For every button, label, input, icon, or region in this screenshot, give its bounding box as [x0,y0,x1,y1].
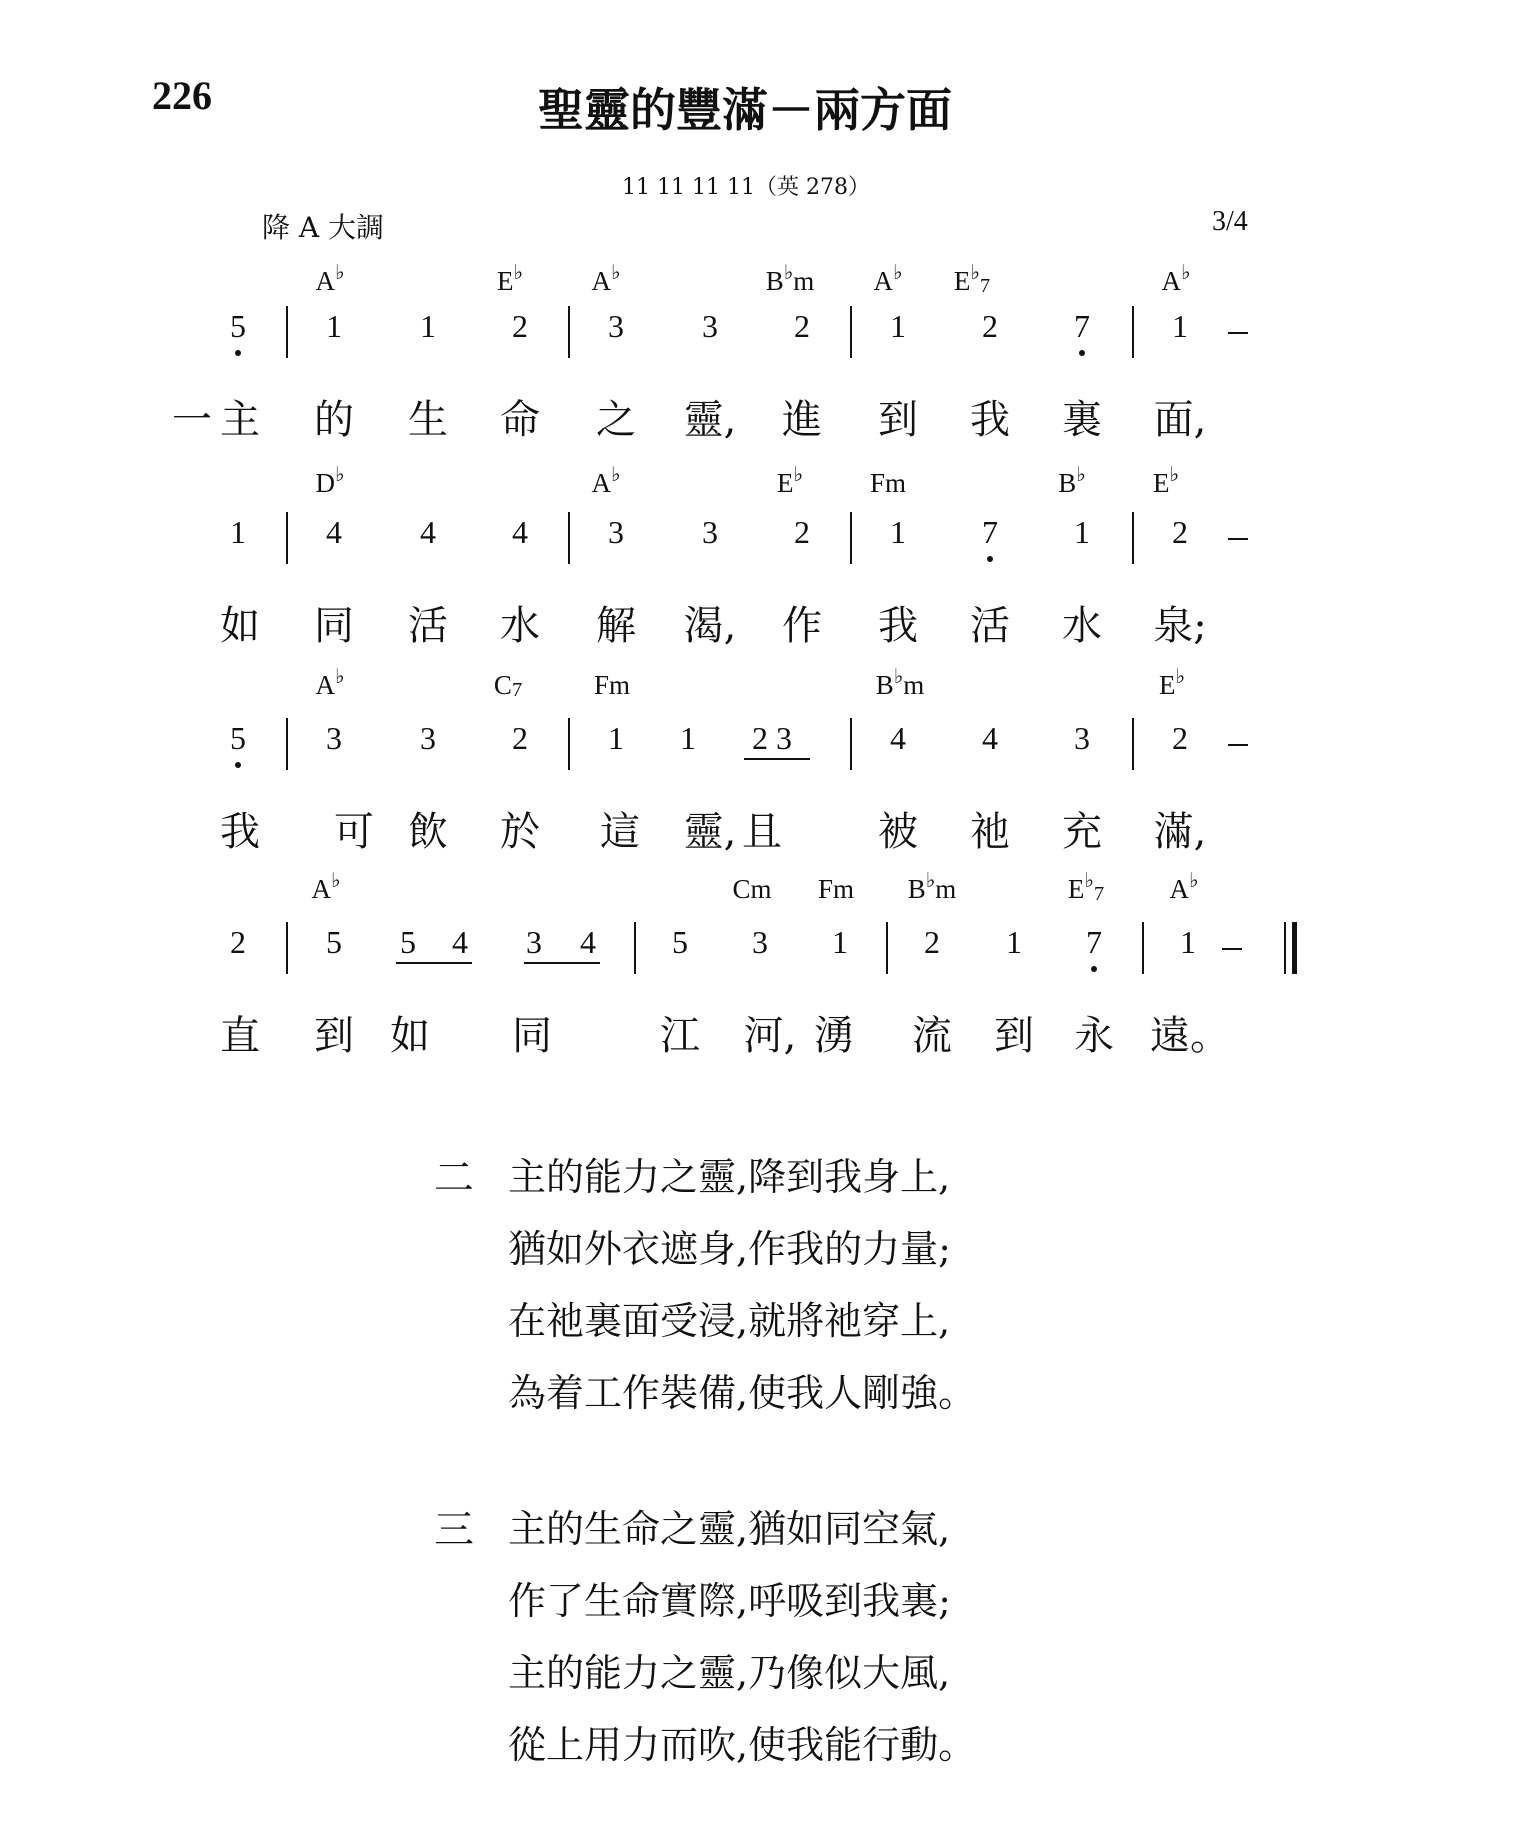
note: 3 [420,720,436,756]
note: 2 [794,514,810,550]
note: 3 [702,308,718,344]
note: 1 [230,514,246,550]
bar-line [286,718,288,770]
note: 4 [452,924,468,960]
note: 3 [776,720,792,756]
time-signature: 3/4 [1212,206,1248,237]
note: 4 [420,514,436,550]
lyric-char: 流 [912,1013,952,1059]
note: 5 [230,308,246,345]
hymn-number: 226 [152,73,212,118]
chord-symbol: Fm [817,874,855,904]
chord-symbol: E♭ [776,463,804,498]
note: 3 [608,514,624,550]
lyric-char: 同 [314,603,354,649]
chord-symbol: Fm [869,468,907,498]
lyric-char: 河, [743,1013,797,1059]
lyric-char: 我 [878,603,918,649]
eighth-beam [744,758,810,760]
note: 3 [752,924,768,960]
hold-dash [1228,332,1248,334]
chord-symbol: B♭ [1058,463,1086,498]
lyric-char: 於 [500,809,540,855]
note: 3 [326,720,342,756]
lyric-char: 我 [970,397,1010,443]
note: 1 [326,308,342,344]
meter: 11 11 11 11（英 278） [622,175,870,200]
chord-symbol: A♭ [311,869,341,904]
low-octave-dot [1079,350,1085,356]
note: 4 [982,720,998,756]
note: 2 [1172,514,1188,550]
lyric-char: 湧 [814,1013,854,1059]
chord-symbol: B♭m [907,869,957,904]
bar-line [850,306,852,358]
low-octave-dot [987,556,993,562]
bar-line [568,512,570,564]
verse2-line-4: 為着工作裝備,使我人剛強。 [508,1371,977,1415]
note: 1 [832,924,848,960]
bar-line [568,718,570,770]
note: 2 [982,308,998,344]
note: 2 [512,308,528,344]
note: 2 [512,720,528,756]
lyric-char: 直 [220,1013,260,1059]
chord-symbol: E♭ [1152,463,1180,498]
lyric-char: 被 [878,809,918,855]
chord-symbol: A♭ [1169,869,1199,904]
chord-symbol: $E^♭_7$ [953,261,991,298]
lyric-char: 進 [782,397,822,443]
note: 3 [1074,720,1090,756]
lyric-char: 的 [314,397,354,443]
lyric-char: 面, [1153,397,1207,443]
chord-symbol: A♭ [591,463,621,498]
low-octave-dot [1091,966,1097,972]
lyric-char: 且 [742,809,782,855]
note: 5 [230,720,246,757]
lyric-char: 泉; [1153,603,1207,649]
bar-line [1132,718,1134,770]
lyric-char: 主 [220,397,260,443]
lyric-char: 活 [408,603,448,649]
key-signature: 降 A 大調 [262,211,385,244]
chord-symbol: A♭ [315,261,345,296]
bar-line [634,922,636,974]
note: 2 [1172,720,1188,756]
lyric-char: 到 [878,397,918,443]
note: 2 [924,924,940,960]
verse3-label: 三 [434,1507,474,1553]
note: 2 [794,308,810,344]
bar-line [886,922,888,974]
hymn-title: 聖靈的豐滿－兩方面 [538,83,952,137]
chord-symbol: B♭m [875,665,925,700]
note: 4 [890,720,906,756]
lyric-char: 渴, [683,603,737,649]
bar-line [1142,922,1144,974]
bar-line [286,306,288,358]
chord-symbol: A♭ [315,665,345,700]
verse3-line-4: 從上用力而吹,使我能行動。 [508,1723,977,1767]
note: 3 [526,924,542,960]
lyric-char: 江 [660,1013,700,1059]
note: 1 [890,308,906,344]
note: 3 [608,308,624,344]
hold-dash [1222,948,1242,950]
lyric-char: 生 [408,397,448,443]
chord-symbol: $C_7$ [493,670,523,702]
lyric-char: 解 [596,603,636,649]
lyric-char: 靈, [683,397,737,443]
note: 2 [230,924,246,960]
note: 5 [400,924,416,960]
note: 1 [1180,924,1196,960]
lyric-char: 祂 [970,809,1010,855]
note: 4 [512,514,528,550]
note: 1 [608,720,624,756]
note: 4 [326,514,342,550]
lyric-char: 到 [994,1013,1034,1059]
note: 1 [1074,514,1090,550]
bar-line [850,512,852,564]
lyric-char: 作 [782,603,822,649]
bar-line [850,718,852,770]
note: 1 [1172,308,1188,344]
bar-line [1132,512,1134,564]
chord-symbol: E♭ [1158,665,1186,700]
chord-symbol: A♭ [873,261,903,296]
verse1-label: 一 [172,397,212,443]
chord-symbol: Cm [732,874,772,904]
final-bar-line [1292,922,1297,974]
verse2-label: 二 [434,1155,474,1201]
lyric-char: 同 [512,1013,552,1059]
lyric-char: 這 [600,809,640,855]
lyric-char: 活 [970,603,1010,649]
hold-dash [1228,538,1248,540]
note: 2 [752,720,768,756]
lyric-char: 永 [1074,1013,1114,1059]
lyric-char: 如 [220,603,260,649]
verse3-line-3: 主的能力之靈,乃像似大風, [508,1651,951,1695]
eighth-beam [396,962,472,964]
bar-line [1132,306,1134,358]
lyric-char: 飲 [408,809,448,855]
chord-symbol: B♭m [765,261,815,296]
note: 5 [672,924,688,960]
final-bar-line [1284,922,1286,974]
lyric-char: 我 [220,809,260,855]
verse2-line-1: 主的能力之靈,降到我身上, [508,1155,951,1199]
bar-line [286,512,288,564]
bar-line [568,306,570,358]
note: 4 [580,924,596,960]
lyric-char: 靈, [683,809,737,855]
verse2-line-2: 猶如外衣遮身,作我的力量; [508,1227,951,1271]
note: 1 [680,720,696,756]
verse3-line-2: 作了生命實際,呼吸到我裏; [508,1579,951,1623]
eighth-beam [524,962,600,964]
chord-symbol: Fm [593,670,631,700]
note: 3 [702,514,718,550]
lyric-char: 如 [390,1013,430,1059]
note: 1 [420,308,436,344]
lyric-char: 水 [1062,603,1102,649]
hold-dash [1228,744,1248,746]
note: 5 [326,924,342,960]
lyric-char: 到 [314,1013,354,1059]
note: 1 [890,514,906,550]
chord-symbol: $E^♭_7$ [1067,869,1105,906]
chord-symbol: D♭ [315,463,345,498]
lyric-char: 裏 [1062,397,1102,443]
lyric-char: 命 [500,397,540,443]
note: 7 [1086,924,1102,961]
verse3-line-1: 主的生命之靈,猶如同空氣, [508,1507,951,1551]
lyric-char: 充 [1062,809,1102,855]
low-octave-dot [235,762,241,768]
chord-symbol: E♭ [496,261,524,296]
chord-symbol: A♭ [1161,261,1191,296]
lyric-char: 可 [334,809,374,855]
low-octave-dot [235,350,241,356]
lyric-char: 之 [596,397,636,443]
lyric-char: 遠。 [1150,1013,1230,1059]
note: 7 [1074,308,1090,345]
lyric-char: 滿, [1153,809,1207,855]
chord-symbol: A♭ [591,261,621,296]
lyric-char: 水 [500,603,540,649]
verse2-line-3: 在祂裏面受浸,就將祂穿上, [508,1299,951,1343]
note: 7 [982,514,998,551]
note: 1 [1006,924,1022,960]
bar-line [286,922,288,974]
